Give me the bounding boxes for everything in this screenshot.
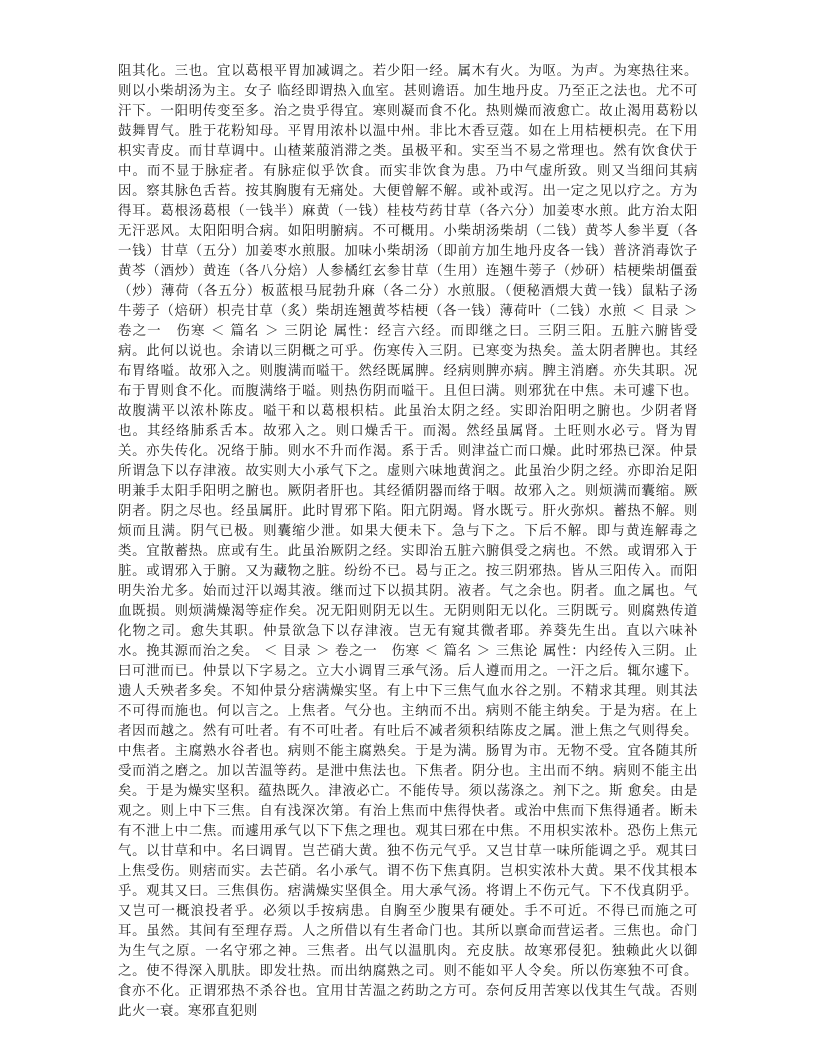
document-page: [118, 62, 698, 1022]
body-text: 阻其化。三也。宜以葛根平胃加减调之。若少阳一经。属木有火。为呕。为声。为寒热往来。则以小柴胡汤为主。女子 临经即谓热入血室。甚则谵语。加生地丹皮。乃至正之法也。尤不可汗下。一阳明传变至多。治之贵乎得宜。寒则凝而食不化。热则燥而液愈亡。故止渴用葛粉以鼓舞胃气。胜于花粉知母。平胃用浓朴以温中州。非比木香豆蔻。如在上用桔梗枳壳。在下用枳实青皮。而甘草调中。山楂莱菔消滞之类。虽极平和。实至当不易之常理也。然有饮食伏于中。而不显于脉症者。有脉症似乎饮食。而实非饮食为患。乃中气虚所致。则又当细问其病因。察其脉色舌苔。按其胸腹有无痛处。大便曾解不解。或补或泻。出一定之见以疗之。方为得耳。葛根汤葛根（一钱半）麻黄（一钱）桂枝芍药甘草（各六分）加姜枣水煎。此方治太阳无汗恶风。太阳阳明合病。如阳明腑病。不可概用。小柴胡汤柴胡（二钱）黄芩人参半夏（各一钱）甘草（五分）加姜枣水煎服。加味小柴胡汤（即前方加生地丹皮各一钱）普济消毒饮子黄芩（酒炒）黄连（各八分焙）人参橘红玄参甘草（生用）连翘牛蒡子（炒研）桔梗柴胡僵蚕（炒）薄荷（各五分）板蓝根马屁勃升麻（各二分）水煎服。（便秘酒煨大黄一钱）鼠粘子汤牛蒡子（焙研）枳壳甘草（炙）柴胡连翘黄芩桔梗（各一钱）薄荷叶（二钱）水煎 ＜ 目录 ＞ 卷之一 伤寒 ＜ 篇名 ＞ 三阴论 属性：经言六经。而即继之曰。三阴三阳。五脏六腑皆受病。此何以说也。余请以三阴概之可乎。伤寒传入三阴。已寒变为热矣。盖太阴者脾也。其经布胃络嗌。故邪入之。则腹满而嗌干。然经既属脾。经病则脾亦病。脾主消磨。亦失其职。况布于胃则食不化。而腹满络于嗌。则热伤阴而嗌干。且但曰满。则邪犹在中焦。未可遽下也。故腹满平以浓朴陈皮。嗌干和以葛根枳桔。此虽治太阴之经。实即治阳明之腑也。少阴者肾也。其经络肺系舌本。故邪入之。则口燥舌干。而渴。然经虽属肾。土旺则水必亏。肾为胃关。亦失传化。况络于肺。则水不升而作渴。系于舌。则津益亡而口燥。此时邪热已深。仲景所谓急下以存津液。故实则大小承气下之。虚则六味地黄润之。此虽治少阴之经。亦即治足阳明兼手太阳手阳明之腑也。厥阴者肝也。其经循阴器而络于咽。故邪入之。则烦满而囊缩。厥阴者。阴之尽也。经虽属肝。此时胃邪下陷。阳亢阴竭。肾水既亏。肝火弥炽。蓄热不解。则烦而且满。阴气已极。则囊缩少泄。如果大便未下。急与下之。下后不解。即与黄连解毒之类。宜散蓄热。庶或有生。此虽治厥阴之经。实即治五脏六腑俱受之病也。不然。或谓邪入于脏。或谓邪入于腑。又为藏物之脏。纷纷不已。曷与正之。按三阴邪热。皆从三阳传入。而阳明失治尤多。始而过汗以竭其液。继而过下以损其阴。液者。气之余也。阴者。血之属也。气血既损。则烦满燥渴等症作矣。况无阳则阴无以生。无阴则阳无以化。三阴既亏。则腐熟传道化物之司。愈失其职。仲景欲急下以存津液。岂无有窥其微者耶。养葵先生出。直以六味补水。挽其源而治之矣。 ＜ 目录 ＞ 卷之一 伤寒 ＜ 篇名 ＞ 三焦论 属性：内经传入三阴。止曰可泄而已。仲景以下字易之。立大小调胃三承气汤。后人遵而用之。一汗之后。辄尔遽下。遗人夭殃者多矣。不知仲景分痞满燥实坚。有上中下三焦气血水谷之别。不精求其理。则其法不可得而施也。何以言之。上焦者。气分也。主纳而不出。病则不能主纳矣。于是为痞。在上者因而越之。然有可吐者。有不可吐者。有吐后不减者须积结陈皮之属。泄上焦之气则得矣。中焦者。主腐熟水谷者也。病则不能主腐熟矣。于是为满。肠胃为市。无物不受。宜各随其所受而消之磨之。加以苦温等药。是泄中焦法也。下焦者。阴分也。主出而不纳。病则不能主出矣。于是为燥实坚积。蕴热既久。津液必亡。不能传导。须以荡涤之。剂下之。斯 愈矣。由是观之。则上中下三焦。自有浅深次第。有治上焦而中焦得快者。或治中焦而下焦得通者。断未有不泄上中二焦。而遽用承气以下下焦之理也。观其曰邪在中焦。不用枳实浓朴。恐伤上焦元气。以甘草和中。名曰调胃。岂芒硝大黄。独不伤元气乎。又岂甘草一味所能调之乎。观其曰上焦受伤。则痞而实。去芒硝。名小承气。谓不伤下焦真阴。岂枳实浓朴大黄。果不伐其根本乎。观其又曰。三焦俱伤。痞满燥实坚俱全。用大承气汤。将谓上不伤元气。下不伐真阴乎。又岂可一概浪投者乎。必须以手按病患。自胸至少腹果有硬处。手不可近。不得已而施之可耳。虽然。其间有至理存焉。人之所借以有生者命门也。其所以禀命而营运者。三焦也。命门为生气之原。一名守邪之神。三焦者。出气以温肌肉。充皮肤。故寒邪侵犯。独赖此火以御之。使不得深入肌肤。即发壮热。而出纳腐熟之司。则不能如平人令矣。所以伤寒独不可食。食亦不化。正谓邪热不杀谷也。宜用甘苦温之药助之方可。奈何反用苦寒以伐其生气哉。否则此火一衰。寒邪直犯则: [118, 64, 698, 1019]
